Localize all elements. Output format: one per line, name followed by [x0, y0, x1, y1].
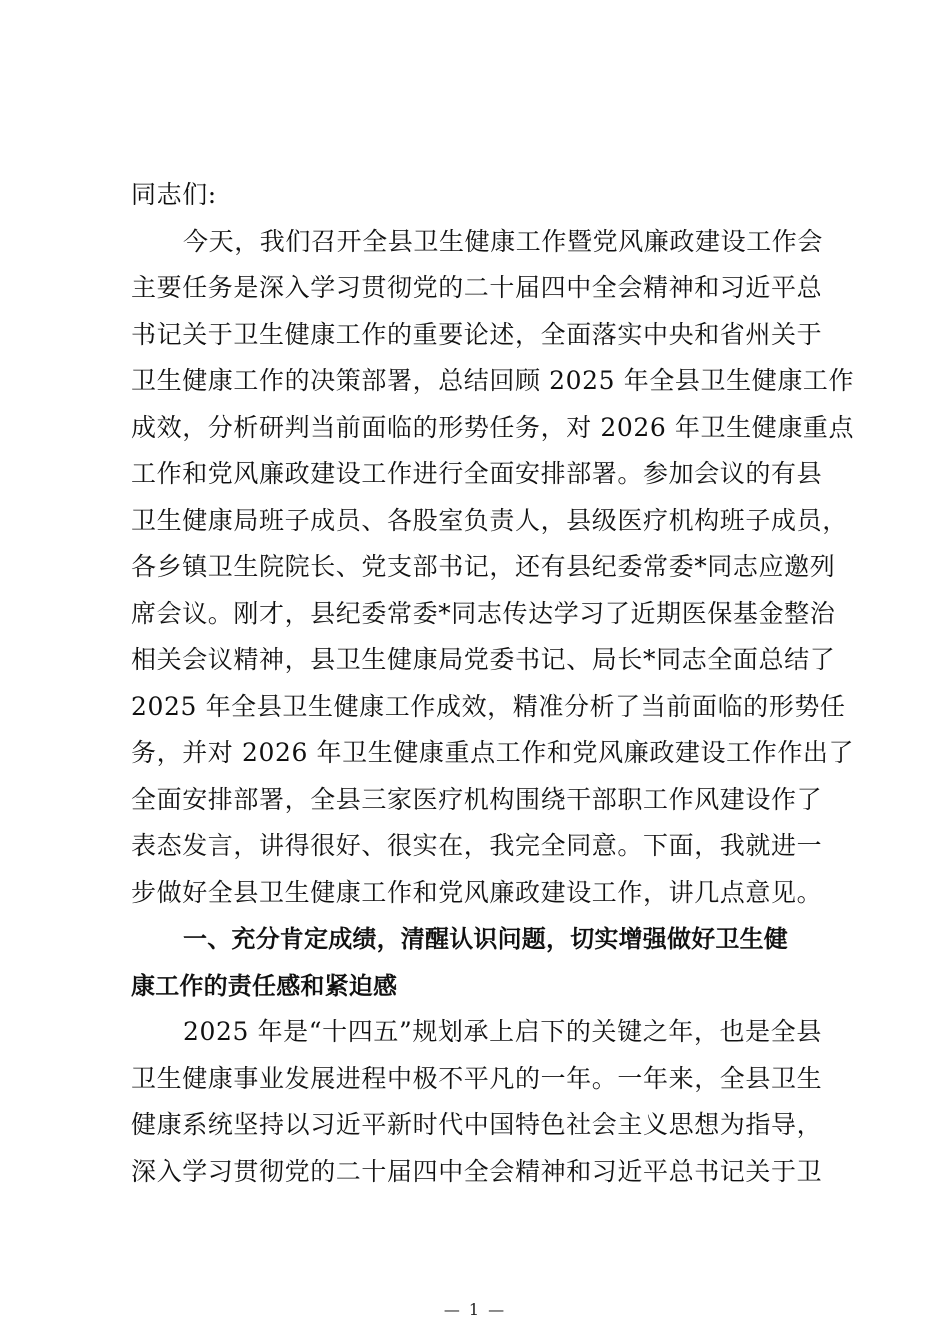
- document-body: [131, 172, 855, 1195]
- body-line: 卫生健康事业发展进程中极不平凡的一年。一年来，全县卫生: [131, 1063, 823, 1093]
- greeting: 同志们:: [131, 180, 217, 209]
- body-line: 全面安排部署，全县三家医疗机构围绕干部职工作风建设作了: [131, 784, 823, 814]
- body-line: 2025 年全县卫生健康工作成效，精准分析了当前面临的形势任: [131, 691, 846, 721]
- body-line: 卫生健康工作的决策部署，总结回顾 2025 年全县卫生健康工作: [131, 366, 855, 395]
- body-line: 健康系统坚持以习近平新时代中国特色社会主义思想为指导，: [131, 1110, 823, 1139]
- body-line: 2025 年是“十四五”规划承上启下的关键之年，也是全县: [183, 1017, 822, 1046]
- section-heading-continued: 康工作的责任感和紧迫感: [131, 971, 398, 1000]
- section-heading: 一、充分肯定成绩，清醒认识问题，切实增强做好卫生健: [183, 925, 788, 953]
- body-line: 主要任务是深入学习贯彻党的二十届四中全会精神和习近平总: [131, 273, 823, 302]
- body-line: 卫生健康局班子成员、各股室负责人，县级医疗机构班子成员，: [131, 505, 848, 535]
- body-line: 步做好全县卫生健康工作和党风廉政建设工作，讲几点意见。: [131, 877, 823, 907]
- body-line: 各乡镇卫生院院长、党支部书记，还有县纪委常委*同志应邀列: [131, 552, 836, 581]
- body-line: 书记关于卫生健康工作的重要论述，全面落实中央和省州关于: [131, 319, 823, 349]
- page-number: — 1 —: [443, 1300, 507, 1319]
- body-line: 今天，我们召开全县卫生健康工作暨党风廉政建设工作会: [183, 226, 824, 256]
- body-line: 工作和党风廉政建设工作进行全面安排部署。参加会议的有县: [131, 459, 823, 488]
- body-line: 相关会议精神，县卫生健康局党委书记、局长*同志全面总结了: [131, 645, 836, 674]
- body-line: 成效，分析研判当前面临的形势任务，对 2026 年卫生健康重点: [131, 412, 855, 442]
- body-line: 表态发言，讲得很好、很实在，我完全同意。下面，我就进一: [131, 831, 823, 860]
- body-line: 深入学习贯彻党的二十届四中全会精神和习近平总书记关于卫: [131, 1156, 823, 1186]
- body-line: 务，并对 2026 年卫生健康重点工作和党风廉政建设工作作出了: [131, 738, 855, 767]
- body-line: 席会议。刚才，县纪委常委*同志传达学习了近期医保基金整治: [131, 598, 836, 628]
